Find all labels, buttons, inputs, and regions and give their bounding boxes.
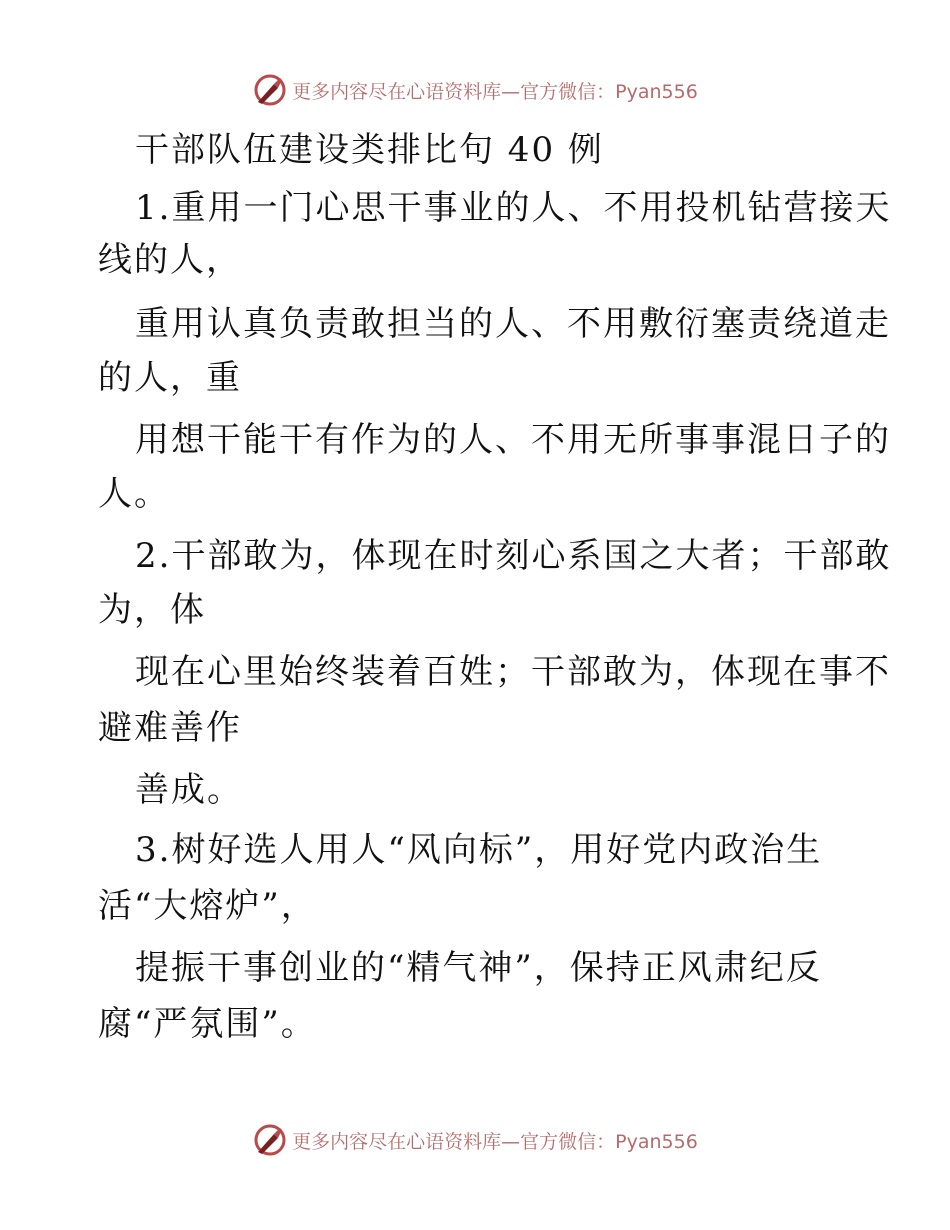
header-banner [0,68,950,112]
text-line: 现在心里始终装着百姓；干部敢为，体现在事不 [135,652,891,692]
banner-text: 更多内容尽在心语资料库—官方微信：Pyan556 [292,80,698,103]
text-line: 重用认真负责敢担当的人、不用敷衍塞责绕道走 [135,304,891,344]
document-title: 干部队伍建设类排比句 40 例 [135,130,604,170]
text-line: 用想干能干有作为的人、不用无所事事混日子的 [135,420,891,460]
text-line: 为，体 [98,590,206,630]
pen-logo-icon [252,1122,288,1158]
text-line: 人。 [98,474,170,514]
text-line: 活“大熔炉”， [98,886,317,926]
text-line: 避难善作 [98,708,242,748]
footer-banner [0,1118,950,1162]
pen-logo-icon [252,72,288,108]
banner-text: 更多内容尽在心语资料库—官方微信：Pyan556 [292,1130,698,1153]
text-line: 的人，重 [98,358,242,398]
text-line: 腐“严氛围”。 [98,1004,317,1044]
text-line: 2.干部敢为，体现在时刻心系国之大者；干部敢 [135,536,892,576]
text-line: 1.重用一门心思干事业的人、不用投机钻营接天 [135,188,892,228]
text-line: 善成。 [135,770,243,810]
text-line: 提振干事创业的“精气神”，保持正风肃纪反 [135,948,822,988]
text-line: 线的人， [98,240,242,280]
text-line: 3.树好选人用人“风向标”，用好党内政治生 [135,830,823,870]
